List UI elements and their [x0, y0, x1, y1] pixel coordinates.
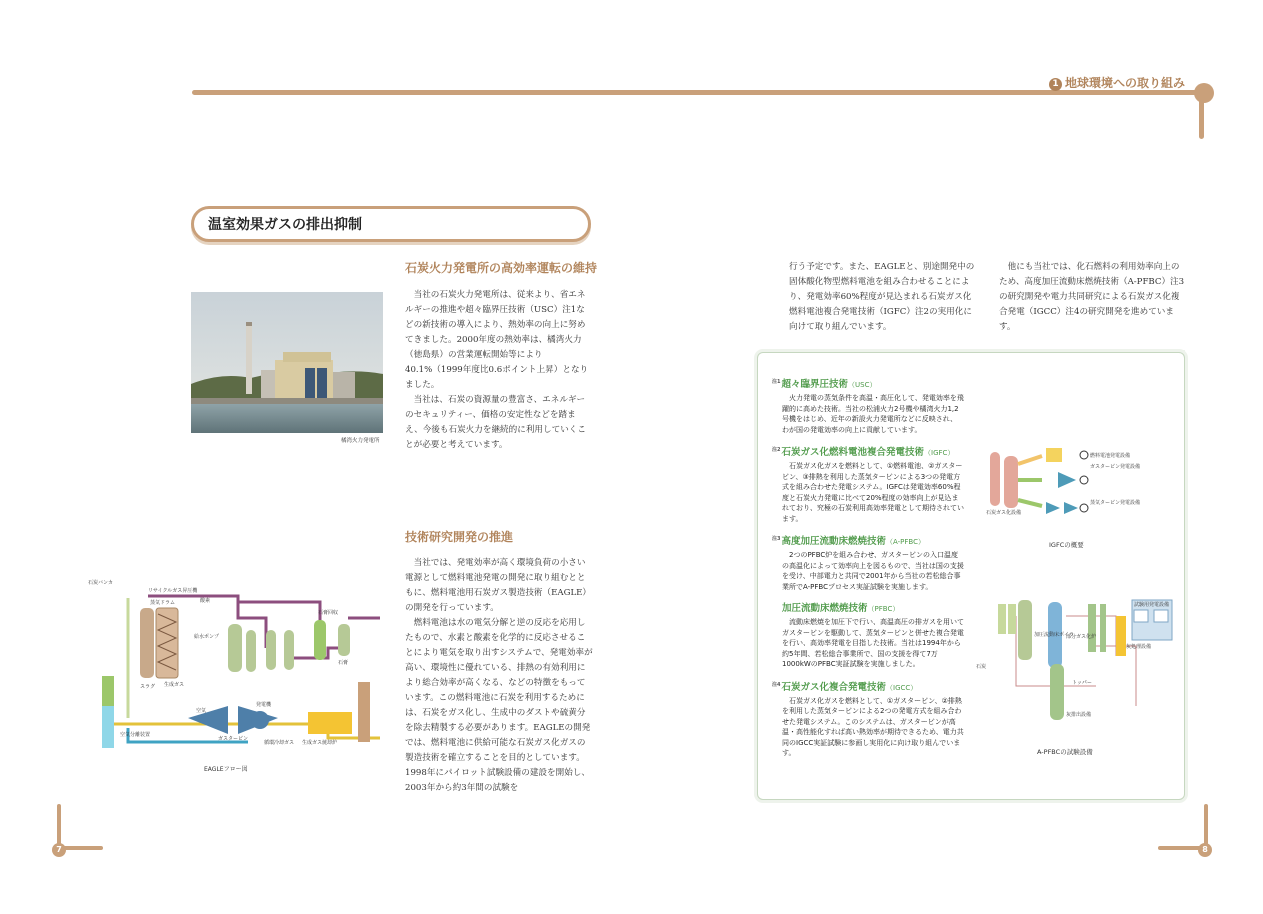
- note-mark: 注2: [772, 447, 781, 453]
- eagle-label: スラグ: [140, 684, 156, 690]
- glossary-title: 加圧流動床燃焼技術: [782, 603, 868, 614]
- chapter-number-badge: 1: [1049, 78, 1062, 91]
- power-plant-photo: [191, 292, 383, 433]
- eagle-label: 空気分離装置: [120, 732, 151, 738]
- igfc-label: 石炭ガス化設備: [986, 510, 1022, 516]
- paragraph: 他にも当社では、化石燃料の利用効率向上のため、高度加圧流動床燃焼技術（A-PFBC）注3の研究開発や電力共同研究による石炭ガス化複合発電（IGCC）注4の研究開発を進めています。: [999, 262, 1185, 332]
- glossary-heading: [772, 444, 964, 458]
- igfc-caption: IGFCの概要: [1049, 541, 1084, 549]
- apfbc-label: 灰処理設備: [1126, 644, 1152, 650]
- eagle-label: 生成ガス: [164, 682, 185, 688]
- apfbc-label: 部分ガス化炉: [1066, 634, 1097, 640]
- note-mark: 注4: [772, 681, 781, 688]
- glossary-abbr: （IGCC）: [886, 683, 918, 692]
- glossary-abbr: （PFBC）: [867, 605, 900, 613]
- glossary-text: 石炭ガス化ガスを燃料として、①燃料電池、②ガスタービン、③排熱を利用した蒸気タービンによる3つの発電方式を組み合わせた発電システム。IGFCは発電効率60%程度と石炭火力発電に比べて20%程度の効率向上が見込まれており、究極の石炭利用高効率発電として期待されています。: [782, 462, 964, 523]
- paragraph: 当社の石炭火力発電所は、従来より、省エネルギーの推進や超々臨界圧技術（USC）注1などの新技術の導入により、熱効率の向上に努めてきました。2000年度の熱効率は、橘湾火力（徳島県）の営業運転開始等により40.1%（1999年度比0.6ポイント上昇）となりました。: [405, 290, 589, 390]
- glossary-heading: [772, 376, 964, 390]
- paragraph: 当社では、発電効率が高く環境負荷の小さい電源として燃料電池発電の開発に取り組むとともに、燃料電池用石炭ガス製造技術（EAGLE）の開発を行っています。: [405, 558, 592, 613]
- glossary-title: 高度加圧流動床燃焼技術: [781, 536, 886, 547]
- apfbc-label: 加圧流動床ボイラ: [1034, 632, 1075, 638]
- apfbc-label: 石炭: [976, 664, 987, 670]
- glossary-heading: [772, 533, 964, 547]
- paragraph: 行う予定です。また、EAGLEと、別途開発中の固体酸化物型燃料電池を組み合わせることにより、発電効率60%程度が見込まれる石炭ガス化燃料電池複合発電技術（IGFC）注2の実用化に向けて取り組んでいます。: [789, 262, 975, 332]
- paragraph: 当社は、石炭の資源量の豊富さ、エネルギーのセキュリティー、価格の安定性などを踏まえ、今後も石炭火力を継続的に利用していくことが必要と考えています。: [405, 395, 586, 450]
- apfbc-label: 試験用発電設備: [1134, 602, 1170, 608]
- rnd-text: [405, 556, 593, 796]
- subheading-rnd: 技術研究開発の推進: [405, 530, 514, 544]
- section-title: 温室効果ガスの排出抑制: [208, 217, 362, 233]
- chapter-title: 地球環境への取り組み: [1064, 76, 1185, 90]
- eagle-label: 石膏回収: [318, 610, 339, 616]
- eagle-label: 蒸気ドラム: [150, 600, 175, 606]
- eagle-label: 生成ガス焼却炉: [302, 740, 338, 746]
- igfc-diagram: [986, 440, 1176, 540]
- igfc-label: 燃料電池発電設備: [1090, 453, 1131, 459]
- note-mark: 注3: [772, 536, 781, 542]
- photo-caption: 橘湾火力発電所: [341, 438, 380, 444]
- eagle-label: 空気: [196, 708, 207, 714]
- glossary-abbr: （USC）: [848, 381, 877, 389]
- page-number-left: 7: [52, 843, 66, 857]
- eagle-label: 石膏: [338, 660, 349, 666]
- eagle-flow-diagram: [88, 578, 384, 758]
- apfbc-label: 灰排出設備: [1066, 712, 1092, 718]
- apfbc-label: トッパー: [1072, 680, 1092, 686]
- footer-bar-right: [1204, 804, 1208, 846]
- glossary-abbr: （IGFC）: [924, 449, 955, 457]
- section-title-box: [191, 206, 591, 242]
- glossary-text: 火力発電の蒸気条件を高温・高圧化して、発電効率を飛躍的に高めた技術。当社の松浦火力2号機や橘湾火力1,2号機をはじめ、近年の新設火力発電所などに反映され、わが国の発電効率の向上に貢献しています。: [782, 394, 964, 434]
- right-intro-col2: [999, 260, 1185, 335]
- paragraph: 燃料電池は水の電気分解と逆の反応を応用したもので、水素と酸素を化学的に反応させることにより電気を取り出すシステムで、発電効率が高い、環境性に優れている、排熱の有効利用により総合効率が高くなる、などの特徴をもっています。この燃料電池に石炭を利用するためには、石炭をガス化し、生成中のダストや硫黄分を除去精製する必要があります。EAGLEの開発では、燃料電池に供給可能な石炭ガス化ガスの製造技術を確立することを目的としています。1998年にパイロット試験設備の建設を開始し、2003年から約3年間の試験を: [405, 618, 593, 793]
- igfc-label: ガスタービン発電設備: [1090, 464, 1141, 470]
- eagle-caption: EAGLEフロー図: [204, 766, 248, 773]
- glossary-abbr: （A-PFBC）: [886, 538, 925, 546]
- eagle-label: 酸素: [200, 598, 211, 604]
- header-rule-knob: [1194, 83, 1214, 103]
- chapter-label: [1049, 74, 1185, 91]
- glossary-title: 超々臨界圧技術: [781, 379, 848, 390]
- apfbc-caption: A-PFBCの試験設備: [1037, 748, 1093, 756]
- glossary-heading: [772, 679, 964, 693]
- eagle-label: 循環冷却ガス: [264, 740, 295, 746]
- eagle-label: 発電機: [256, 702, 272, 708]
- eagle-label: ガスタービン: [218, 736, 249, 742]
- page-number-right: 8: [1198, 843, 1212, 857]
- apfbc-diagram: [976, 596, 1176, 736]
- eagle-label: 給水ポンプ: [194, 634, 220, 640]
- eagle-label: 石炭バンカ: [88, 580, 114, 586]
- subheading-efficiency: 石炭火力発電所の高効率運転の維持: [405, 261, 598, 275]
- glossary-text: 石炭ガス化ガスを燃料として、①ガスタービン、②排熱を利用した蒸気タービンによる2つの発電方式を組み合わせた発電システム。このシステムは、ガスタービンが高温・高性能化すれば高い熱効率が期待できるため、電力共同のIGCC実証試験に参画し実用化に向け取り組んでいます。: [782, 696, 964, 757]
- glossary-subheading: [782, 600, 964, 614]
- glossary-text: 流動床燃焼を加圧下で行い、高温高圧の排ガスを用いてガスタービンを駆動して、蒸気タービンと併せた複合発電を行い、高効率発電を目指した技術。当社は1994年から約5年間、若松総合事業所で、国の支援を得て7万1000kWのPFBC実証試験を実施しました。: [782, 618, 964, 668]
- glossary-title: 石炭ガス化燃料電池複合発電技術: [781, 447, 924, 458]
- eagle-label: リサイクルガス昇圧機: [148, 588, 198, 594]
- header-rule-drop: [1199, 95, 1204, 139]
- glossary-list: [772, 376, 964, 759]
- glossary-text: 2つのPFBC炉を組み合わせ、ガスタービンの入口温度の高温化によって効率向上を図るもので、当社は国の支援を受け、中部電力と共同で2001年から当社の若松総合事業所でA-PFBCプロセス実証試験を実施します。: [782, 551, 964, 591]
- igfc-label: 蒸気タービン発電設備: [1090, 500, 1141, 506]
- footer-bar-left: [57, 804, 61, 846]
- glossary-title: 石炭ガス化複合発電技術: [781, 681, 886, 693]
- right-intro-col1: [789, 260, 975, 335]
- note-mark: 注1: [772, 379, 781, 385]
- efficiency-text: [405, 288, 593, 453]
